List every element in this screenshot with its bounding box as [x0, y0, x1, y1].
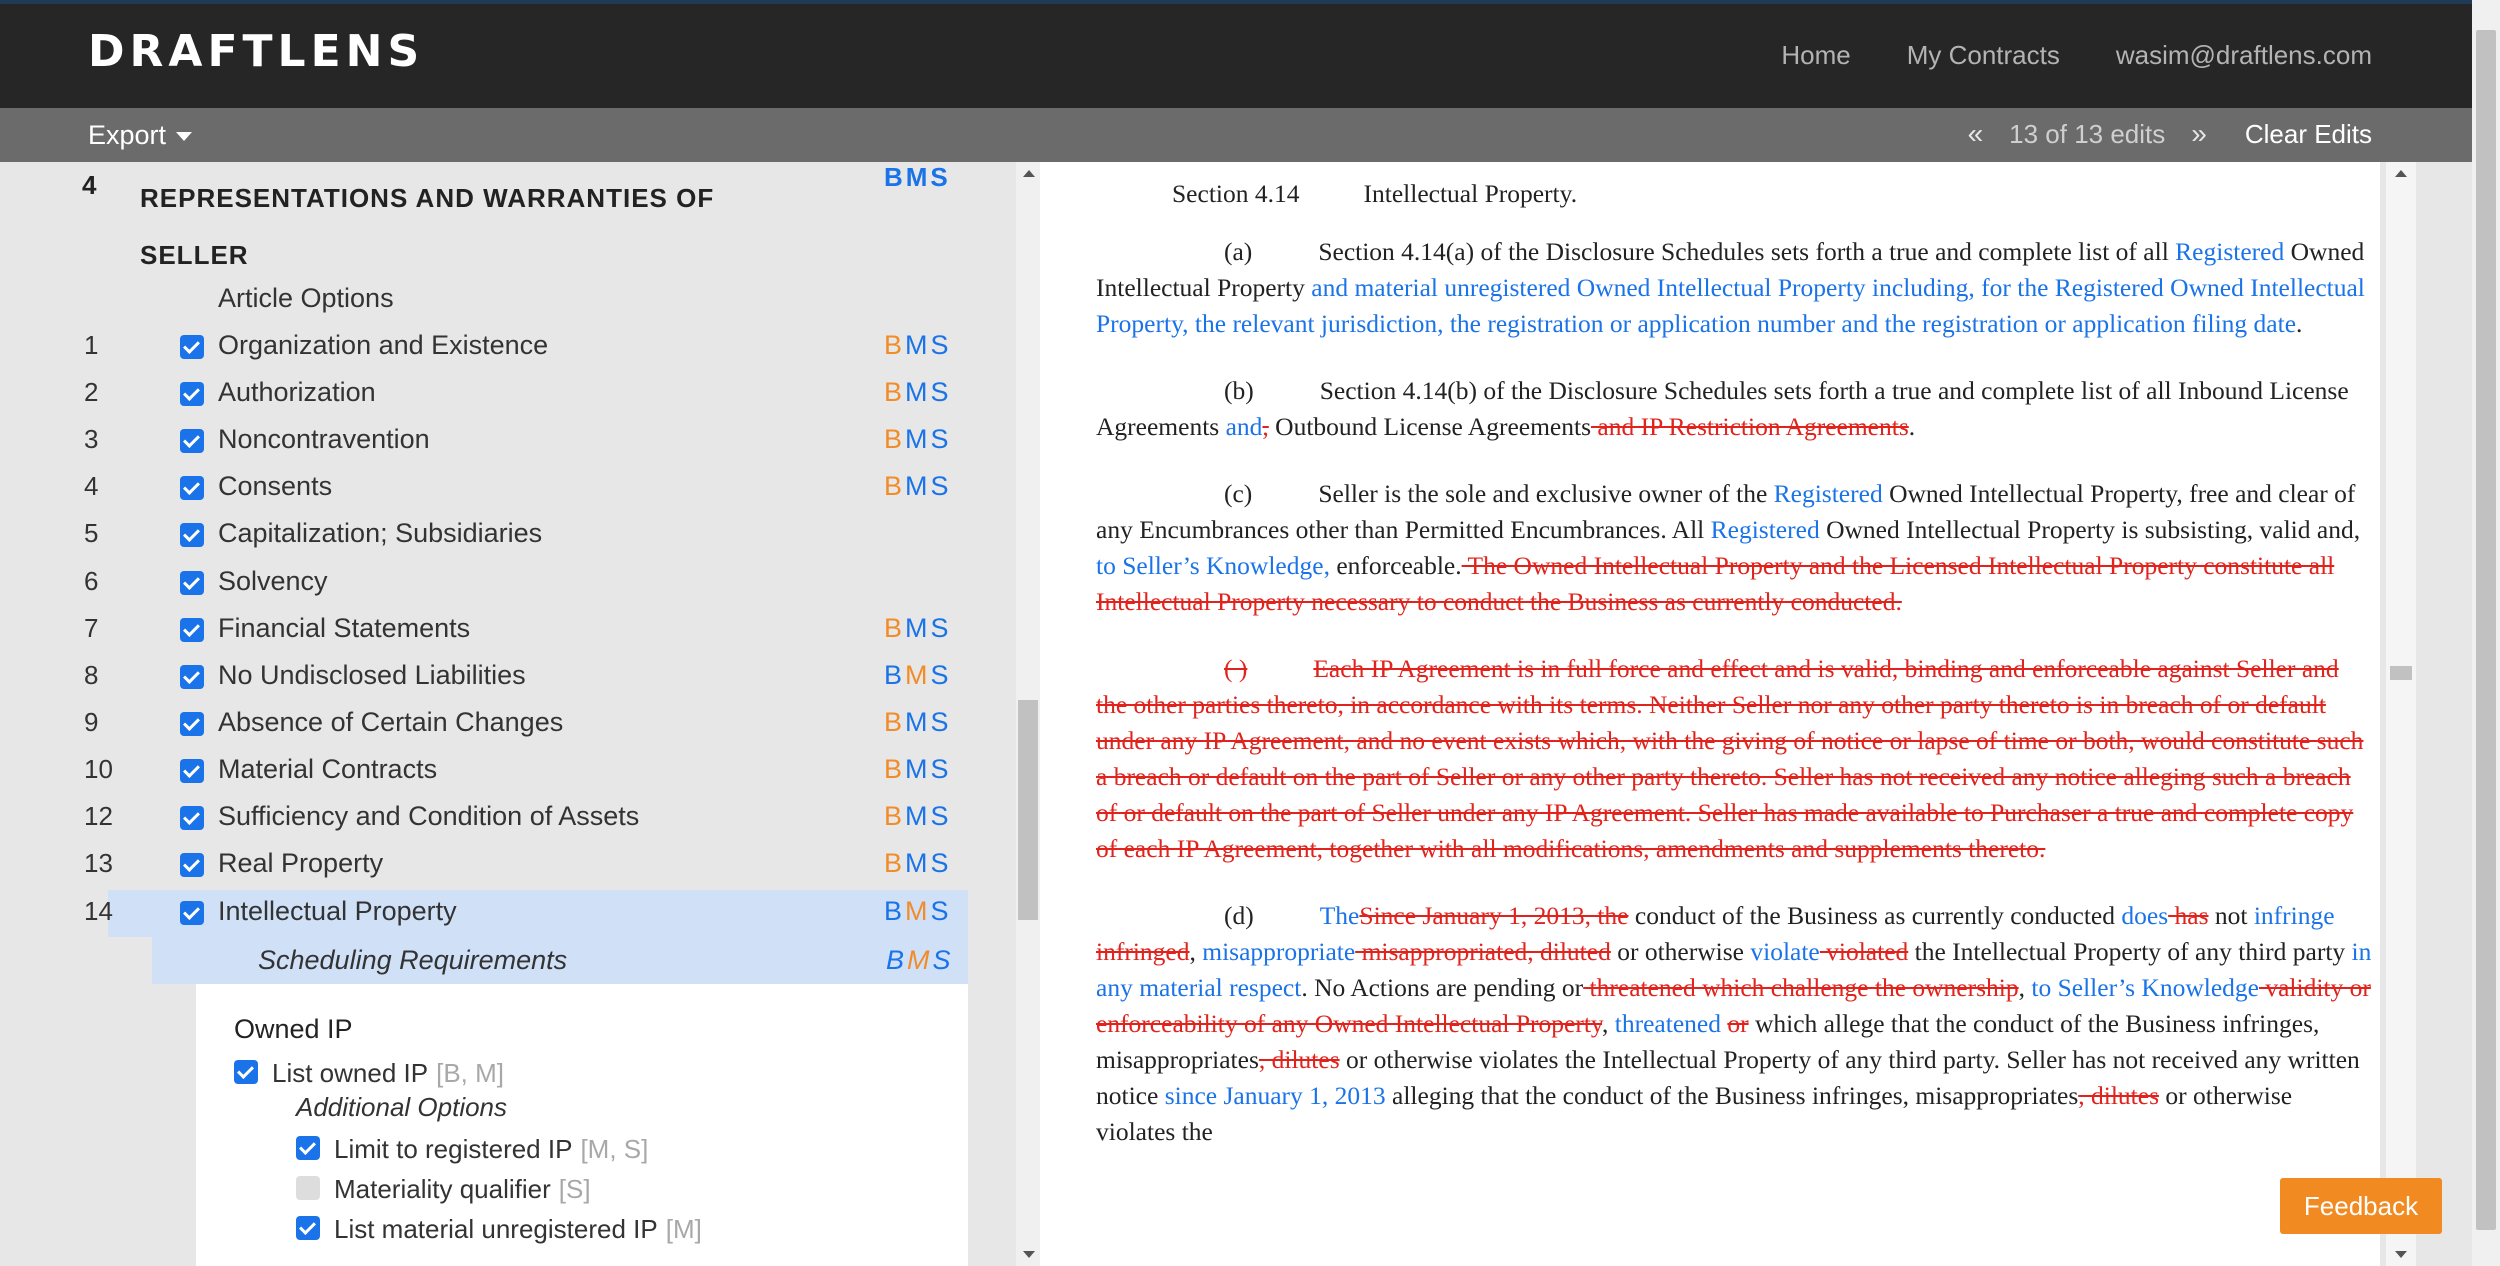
inserted-text[interactable]: Registered	[2175, 237, 2285, 266]
section-label: Solvency	[218, 565, 328, 596]
nav-link-user-email[interactable]: wasim@draftlens.com	[2115, 40, 2372, 70]
section-checkbox[interactable]	[180, 618, 204, 642]
outline-scrollbar[interactable]	[1016, 162, 1040, 1266]
section-number: 1	[84, 330, 99, 360]
section-row[interactable]	[0, 842, 1000, 889]
section-number: 4	[84, 471, 99, 502]
section-bms-links	[884, 377, 952, 408]
bms-b-link[interactable]: B	[884, 424, 906, 455]
section-checkbox[interactable]	[180, 806, 204, 830]
section-number: 2	[84, 377, 99, 408]
deleted-text[interactable]: and IP Restriction Agreements	[1591, 412, 1909, 441]
clause-text: ,	[1602, 1009, 1609, 1038]
scroll-down-icon[interactable]	[2395, 1251, 2407, 1258]
bms-m-link[interactable]: M	[905, 801, 931, 831]
section-bms-links	[884, 707, 952, 738]
scroll-down-icon[interactable]	[1023, 1251, 1035, 1258]
deleted-text[interactable]: or	[1727, 1009, 1749, 1038]
section-bms-links	[884, 471, 952, 502]
section-bms-links	[884, 424, 952, 455]
section-row[interactable]	[0, 701, 1000, 748]
section-row[interactable]	[0, 465, 1000, 512]
option-checkbox[interactable]	[234, 1060, 258, 1084]
bms-s-link[interactable]: S	[930, 424, 952, 455]
inserted-text[interactable]: to Seller’s Knowledge,	[1096, 551, 1330, 580]
scroll-up-icon[interactable]	[1023, 170, 1035, 177]
caret-down-icon	[176, 132, 192, 141]
section-label: Absence of Certain Changes	[218, 706, 564, 737]
section-label: Noncontravention	[218, 424, 430, 455]
bms-s-link[interactable]: S	[930, 330, 952, 360]
clause-marker: (d)	[1224, 901, 1254, 930]
document-scrollbar[interactable]	[2386, 162, 2416, 1266]
deleted-text[interactable]: threatened which challenge the ownership	[1583, 973, 2019, 1002]
inserted-text[interactable]: Registered	[1773, 479, 1883, 508]
inserted-text[interactable]: infringe	[2253, 901, 2335, 930]
section-number: 9	[84, 706, 99, 737]
bms-b-link[interactable]: B	[884, 848, 906, 879]
scroll-up-icon[interactable]	[2395, 170, 2407, 177]
section-checkbox[interactable]	[180, 335, 204, 359]
bms-b-link[interactable]: B	[884, 706, 906, 737]
section-label: Intellectual Property	[218, 896, 457, 926]
bms-b-link[interactable]: B	[884, 377, 906, 408]
section-label: No Undisclosed Liabilities	[218, 659, 526, 690]
section-number: 5	[84, 518, 99, 549]
option-tag: [M]	[665, 1214, 702, 1244]
feedback-button[interactable]: Feedback	[2280, 1178, 2442, 1234]
section-number: 12	[84, 801, 113, 831]
bms-s-link[interactable]: S	[930, 471, 952, 502]
inserted-text[interactable]: misappropriate	[1202, 937, 1356, 966]
clause-text: Owned Intellectual Property	[1096, 237, 2365, 302]
section-number: Section 4.14	[1172, 179, 1300, 208]
section-checkbox[interactable]	[180, 901, 204, 925]
outline-panel	[0, 162, 1040, 1266]
bms-b-link[interactable]: B	[884, 612, 906, 643]
bms-m-link[interactable]: M	[905, 753, 931, 784]
clause-text: . No Actions are pending or	[1301, 973, 1584, 1002]
inserted-text[interactable]: and	[1225, 412, 1263, 441]
option-checkbox[interactable]	[296, 1216, 320, 1240]
nav-link-my-contracts[interactable]: My Contracts	[1906, 40, 2060, 70]
section-number: 3	[84, 424, 99, 455]
option-label: Limit to registered IP	[334, 1134, 573, 1164]
section-bms-links	[884, 660, 952, 691]
options-title: Owned IP	[234, 1014, 353, 1044]
section-row[interactable]	[0, 654, 1000, 701]
edit-toolbar	[0, 108, 2472, 162]
clause-text: enforceable.	[1336, 551, 1462, 580]
section-checkbox[interactable]	[180, 665, 204, 689]
nav-link-home[interactable]: Home	[1781, 40, 1851, 70]
deleted-text[interactable]: has	[2168, 901, 2209, 930]
section-checkbox[interactable]	[180, 853, 204, 877]
bms-b-link[interactable]: B	[884, 659, 906, 690]
section-bms-links	[884, 801, 952, 832]
clause-d[interactable]	[1096, 898, 2376, 1150]
section-row[interactable]	[0, 795, 1000, 842]
article-options-link[interactable]: Article Options	[218, 283, 394, 313]
bms-b-link[interactable]: B	[884, 753, 906, 784]
deleted-text[interactable]: validity or enforceability of any Owned Intellectual Property	[1096, 973, 2371, 1038]
section-checkbox[interactable]	[180, 429, 204, 453]
section-label: Organization and Existence	[218, 330, 549, 360]
subsection-row-scheduling-requirements[interactable]	[152, 937, 968, 984]
clause-deleted[interactable]	[1096, 651, 2376, 867]
clause-marker: ( )	[1224, 654, 1248, 683]
clause-text: or otherwise violates the	[1096, 1081, 2293, 1146]
section-checkbox[interactable]	[180, 523, 204, 547]
section-label: Material Contracts	[218, 753, 438, 784]
section-checkbox[interactable]	[180, 759, 204, 783]
clause-text: or otherwise violates the Intellectual Property of any third party. Seller has not received any written notice	[1096, 1045, 2360, 1110]
nav-links	[1781, 40, 2372, 71]
section-label: Capitalization; Subsidiaries	[218, 518, 543, 549]
section-row[interactable]	[0, 418, 1000, 465]
inserted-text[interactable]: threatened	[1614, 1009, 1721, 1038]
brand-logo[interactable]: DRAFTLENS	[88, 26, 425, 77]
bms-s-link[interactable]: S	[930, 659, 952, 690]
section-row[interactable]	[0, 324, 1000, 371]
option-label: Materiality qualifier	[334, 1174, 551, 1204]
clause-text: .	[1908, 412, 1916, 441]
bms-m-link[interactable]: M	[905, 848, 931, 879]
bms-m-link[interactable]: M	[905, 330, 931, 360]
document-area	[1040, 162, 2472, 1266]
article-bms-links[interactable]: BMS	[884, 162, 951, 192]
bms-b-link[interactable]: B	[884, 801, 906, 831]
article-title[interactable]: REPRESENTATIONS AND WARRANTIES OF SELLER	[140, 183, 715, 270]
section-checkbox[interactable]	[180, 476, 204, 500]
section-number: 7	[84, 612, 99, 643]
clause-text: ,	[2018, 973, 2026, 1002]
section-row[interactable]	[0, 371, 1000, 418]
bms-b-link[interactable]: B	[884, 330, 906, 360]
section-checkbox[interactable]	[180, 382, 204, 406]
option-label: List material unregistered IP	[334, 1214, 658, 1244]
edit-navigator	[1968, 118, 2372, 150]
section-label: Financial Statements	[218, 612, 471, 643]
deleted-text[interactable]: Since January 1, 2013, the	[1359, 901, 1629, 930]
bms-m-link[interactable]: M	[905, 896, 931, 926]
clause-text: which allege that the conduct of the Business infringes, misappropriates	[1096, 1009, 2320, 1074]
deleted-text[interactable]: , dilutes	[1258, 1045, 1340, 1074]
bms-s-link[interactable]: S	[930, 848, 952, 879]
deleted-text[interactable]: ,	[1262, 412, 1269, 441]
document-text	[1096, 176, 2376, 1181]
section-checkbox[interactable]	[180, 571, 204, 595]
clause-text: Owned Intellectual Property is subsisting, valid and,	[1826, 515, 2361, 544]
article-number: 4	[82, 170, 97, 200]
deleted-text[interactable]: violated	[1819, 937, 1909, 966]
option-tag: [B, M]	[436, 1058, 504, 1088]
bms-s-link[interactable]: S	[930, 706, 952, 737]
subsection-bms-links	[886, 945, 954, 976]
option-tag: [M, S]	[580, 1134, 649, 1164]
clause-text: Section 4.14(a) of the Disclosure Schedules sets forth a true and complete list of all	[1318, 237, 2169, 266]
bms-s-link[interactable]: S	[930, 801, 952, 831]
inserted-text[interactable]: in any material respect	[1096, 937, 2372, 1002]
section-number: 14	[84, 896, 113, 926]
scroll-thumb[interactable]	[2390, 666, 2412, 680]
section-number: 13	[84, 848, 113, 879]
section-label: Authorization	[218, 377, 376, 408]
inserted-text[interactable]: The	[1319, 901, 1360, 930]
bms-m-link[interactable]: M	[905, 471, 931, 502]
bms-s-link[interactable]: S	[930, 896, 952, 926]
clause-marker: (c)	[1224, 479, 1253, 508]
clause-text: the Intellectual Property of any third party	[1914, 937, 2346, 966]
bms-s-link[interactable]: S	[932, 945, 954, 975]
bms-m-link[interactable]: M	[905, 612, 931, 643]
section-row[interactable]	[0, 607, 1000, 654]
page-scrollbar[interactable]	[2472, 0, 2500, 1266]
clause-text: Section 4.14(b) of the Disclosure Schedules sets forth a true and complete list of all Inbound License Agreements	[1096, 376, 2349, 441]
prev-edit-button[interactable]: «	[1967, 118, 1984, 149]
clause-text: not	[2214, 901, 2248, 930]
next-edit-button[interactable]: »	[2191, 118, 2207, 149]
clause-text: Seller is the sole and exclusive owner of the	[1318, 479, 1768, 508]
section-number: 8	[84, 659, 99, 690]
section-bms-links	[884, 754, 952, 785]
export-label: Export	[88, 120, 167, 150]
section-row[interactable]	[0, 512, 1000, 559]
bms-m-link[interactable]: M	[905, 424, 931, 455]
section-heading	[1096, 176, 2376, 212]
section-bms-links	[884, 896, 952, 927]
bms-m-link[interactable]: M	[907, 945, 933, 975]
edit-count: 13 of 13 edits	[2009, 118, 2166, 149]
section-label: Real Property	[218, 848, 384, 879]
section-label: Consents	[218, 471, 333, 502]
section-number: 10	[84, 753, 113, 784]
section-title: Intellectual Property.	[1363, 179, 1578, 208]
bms-b-link[interactable]: B	[884, 471, 906, 502]
clause-text: alleging that the conduct of the Business infringes, misappropriates	[1392, 1081, 2079, 1110]
additional-options-label: Additional Options	[296, 1092, 508, 1122]
scroll-thumb[interactable]	[1018, 700, 1038, 920]
clear-edits-button[interactable]: Clear Edits	[2244, 118, 2372, 149]
inserted-text[interactable]: Registered	[1710, 515, 1820, 544]
deleted-text[interactable]: , dilutes	[2078, 1081, 2159, 1110]
inserted-text[interactable]: since January 1, 2013	[1164, 1081, 1386, 1110]
bms-m-link[interactable]: M	[905, 659, 931, 690]
clause-b[interactable]	[1096, 373, 2376, 445]
deleted-text[interactable]: Each IP Agreement is in full force and effect and is valid, binding and enforceable against Seller and the other parties thereto, in accordance with its terms. Neither Seller nor any other party thereto is in breach of or default under any IP Agreement, and no event exists which, with the giving of notice or lapse of time or both, would constitute such a breach or default on the part of Seller or any other party thereto. Seller has not received any notice alleging such a breach of or default on the part of Seller under any IP Agreement. Seller has made available to Purchaser a true and complete copy of each IP Agreement, together with all modifications, amendments and supplements thereto.	[1096, 654, 2364, 863]
option-checkbox[interactable]	[296, 1176, 320, 1200]
clause-a[interactable]	[1096, 234, 2376, 342]
deleted-text[interactable]: infringed	[1096, 937, 1190, 966]
option-checkbox[interactable]	[296, 1136, 320, 1160]
bms-s-link[interactable]: S	[930, 753, 952, 784]
clause-text: conduct of the Business as currently conducted	[1634, 901, 2115, 930]
export-dropdown[interactable]	[88, 120, 192, 151]
inserted-text[interactable]: and material unregistered Owned Intellectual Property including, for the Registered Owned Intellectual Property, the relevant jurisdiction, the registration or application number and the registration or application filing date	[1096, 273, 2365, 338]
deleted-text[interactable]: The Owned Intellectual Property and the Licensed Intellectual Property constitute all Intellectual Property necessary to conduct the Business as currently conducted.	[1096, 551, 2335, 616]
options-panel	[196, 984, 968, 1266]
top-navbar	[0, 0, 2472, 108]
clause-marker: (b)	[1224, 376, 1254, 405]
clause-text: Outbound License Agreements	[1275, 412, 1592, 441]
inserted-text[interactable]: does	[2121, 901, 2169, 930]
clause-text: ,	[1189, 937, 1196, 966]
inserted-text[interactable]: violate	[1750, 937, 1820, 966]
deleted-text[interactable]: misappropriated, diluted	[1355, 937, 1611, 966]
section-row-intellectual-property[interactable]	[84, 890, 968, 937]
section-bms-links	[884, 613, 952, 644]
section-checkbox[interactable]	[180, 712, 204, 736]
bms-m-link[interactable]: M	[905, 706, 931, 737]
section-bms-links	[884, 330, 952, 361]
inserted-text[interactable]: to Seller’s Knowledge	[2031, 973, 2259, 1002]
section-label: Sufficiency and Condition of Assets	[218, 801, 640, 831]
bms-b-link[interactable]: B	[884, 896, 906, 926]
document-page	[1040, 162, 2380, 1266]
option-tag: [S]	[558, 1174, 591, 1204]
clause-c[interactable]	[1096, 476, 2376, 620]
bms-s-link[interactable]: S	[930, 612, 952, 643]
section-row[interactable]	[0, 560, 1000, 607]
scroll-thumb[interactable]	[2476, 30, 2496, 1230]
clause-text: or otherwise	[1617, 937, 1744, 966]
clause-text: Owned Intellectual Property, free and clear of any Encumbrances other than Permitted Encumbrances. All	[1096, 479, 2356, 544]
clause-text: .	[2296, 309, 2303, 338]
subsection-label: Scheduling Requirements	[258, 945, 568, 975]
clause-marker: (a)	[1224, 237, 1253, 266]
bms-b-link[interactable]: B	[886, 945, 908, 975]
bms-s-link[interactable]: S	[930, 377, 952, 408]
section-number: 6	[84, 565, 99, 596]
section-row[interactable]	[0, 748, 1000, 795]
option-label: List owned IP	[272, 1058, 429, 1088]
bms-m-link[interactable]: M	[905, 377, 931, 408]
section-bms-links	[884, 848, 952, 879]
